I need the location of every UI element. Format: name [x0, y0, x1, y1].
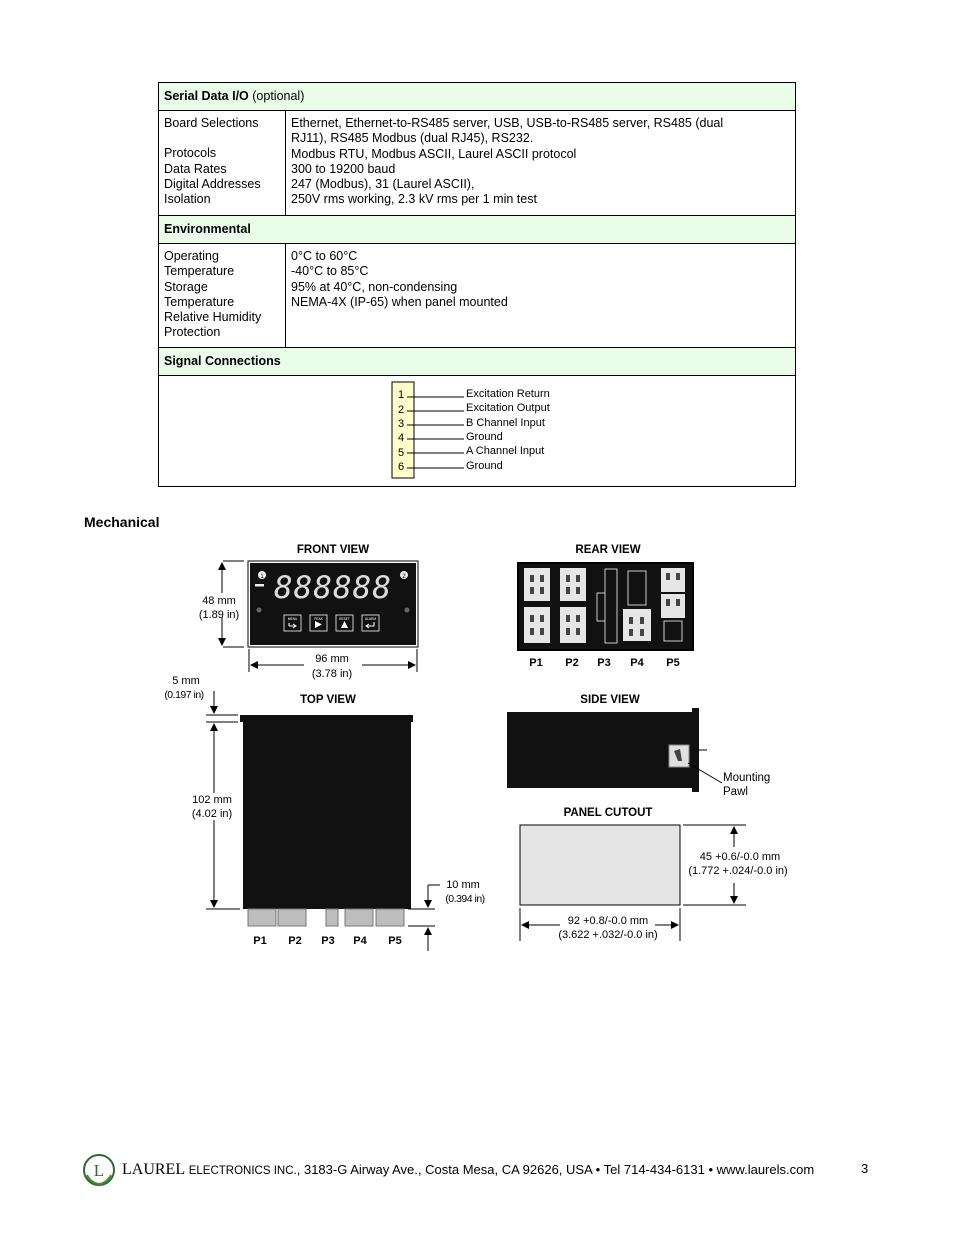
- cutout-width-in: (3.622 +.032/-0.0 in): [558, 929, 658, 941]
- top-bezel: [240, 715, 413, 722]
- environmental-title: Environmental: [164, 222, 251, 236]
- top-connector-p5: [376, 909, 404, 926]
- led-1-label: 1: [260, 574, 264, 580]
- top-connector-p1: [248, 909, 276, 926]
- page-number: 3: [861, 1161, 869, 1176]
- key-label: ALARM: [365, 617, 376, 621]
- label: [164, 131, 280, 146]
- footer-bullet: •: [708, 1162, 714, 1177]
- mechanical-drawings: [150, 535, 810, 955]
- rear-port-label: P4: [630, 657, 644, 669]
- pin-slot: [566, 575, 570, 582]
- pin-slot: [629, 617, 633, 624]
- footer-address-line: [122, 1161, 814, 1179]
- screw: [257, 608, 262, 613]
- label: Protocols: [164, 146, 217, 161]
- signal-header: [159, 348, 796, 376]
- connector-p2-bottom: [560, 607, 586, 643]
- value: 247 (Modbus), 31 (Laurel ASCII),: [291, 177, 475, 192]
- footer-website-link[interactable]: www.laurels.com: [716, 1162, 815, 1177]
- pin-slot: [666, 599, 670, 606]
- pawl-label-2: Pawl: [723, 786, 748, 798]
- bezel-in: (0.197 in): [164, 689, 204, 701]
- laurel-logo: [82, 1153, 116, 1187]
- cutout-area: [520, 825, 680, 905]
- connector-p2-top: [560, 568, 586, 601]
- value: Modbus RTU, Modbus ASCII, Laurel ASCII protocol: [291, 146, 577, 161]
- pin-number: 5: [398, 447, 405, 459]
- screw: [405, 608, 410, 613]
- value: -40°C to 85°C: [291, 264, 369, 279]
- top-port-label: P1: [253, 935, 267, 947]
- footer-brand: LAUREL: [122, 1161, 186, 1178]
- top-view: [164, 675, 484, 951]
- signal-connections-diagram: [391, 381, 566, 481]
- top-port-label: P4: [353, 935, 367, 947]
- pin-slot: [566, 628, 570, 635]
- pin-number: 6: [398, 461, 405, 473]
- value: 300 to 19200 baud: [291, 161, 396, 176]
- depth-in: (4.02 in): [191, 808, 233, 820]
- top-port-label: P3: [321, 935, 335, 947]
- value: 250V rms working, 2.3 kV rms per 1 min test: [291, 192, 537, 207]
- front-height-in: (1.89 in): [198, 609, 240, 621]
- front-height-mm: 48 mm: [202, 595, 236, 607]
- pin-slot: [676, 599, 680, 606]
- pin-slot: [576, 575, 580, 582]
- label: Operating: [164, 249, 219, 263]
- label: Relative Humidity: [164, 310, 262, 325]
- cutout-width-mm: 92 +0.8/-0.0 mm: [567, 915, 649, 927]
- pin-number: 3: [398, 418, 405, 430]
- pin-slot: [576, 587, 580, 594]
- pin-name: A Channel Input: [466, 445, 545, 457]
- led-display-digits: 888888: [274, 570, 392, 606]
- environmental-header: [159, 216, 796, 244]
- minus-sign: [255, 584, 264, 587]
- connector-p1-bottom: [524, 607, 550, 643]
- pin-slot: [566, 615, 570, 622]
- key-label: RESET: [339, 617, 350, 621]
- label: Storage: [164, 279, 208, 294]
- side-body: [507, 712, 692, 788]
- pin-slot: [666, 573, 670, 580]
- panel-cutout: [520, 807, 788, 941]
- pin-slot: [566, 587, 570, 594]
- label: Temperature: [164, 264, 235, 279]
- logo-letter: L: [93, 1161, 105, 1180]
- front-width-mm: 96 mm: [315, 653, 349, 665]
- top-port-label: P2: [288, 935, 302, 947]
- cutout-height-mm: 45 +0.6/-0.0 mm: [699, 851, 781, 863]
- label: Digital Addresses: [164, 176, 261, 191]
- cutout-title: PANEL CUTOUT: [563, 807, 653, 819]
- pin-slot: [576, 615, 580, 622]
- front-view-title: FRONT VIEW: [296, 544, 370, 556]
- value: 95% at 40°C, non-condensing: [291, 279, 458, 294]
- key-label: MENU: [287, 617, 298, 621]
- connector-p4-top: [628, 571, 646, 605]
- top-connector-p2: [278, 909, 306, 926]
- pin-slot: [576, 628, 580, 635]
- rear-port-label: P3: [597, 657, 611, 669]
- top-port-label: P5: [388, 935, 402, 947]
- depth-mm: 102 mm: [192, 794, 232, 806]
- led-2-label: 2: [402, 574, 406, 580]
- pin-name: Ground: [466, 460, 503, 472]
- pin-name: B Channel Input: [466, 417, 545, 429]
- signal-title: Signal Connections: [164, 354, 281, 368]
- cutout-height-in: (1.772 +.024/-0.0 in): [688, 865, 788, 877]
- pin-slot: [530, 628, 534, 635]
- top-body: [243, 722, 411, 909]
- side-bezel: [692, 708, 699, 792]
- footer-tel: Tel 714-434-6131: [603, 1162, 705, 1177]
- environmental-values: [286, 244, 796, 348]
- pin-number: 1: [398, 389, 405, 401]
- pin-slot: [640, 629, 644, 636]
- environmental-labels: [159, 244, 286, 348]
- mechanical-title: Mechanical: [84, 514, 160, 530]
- value: Ethernet, Ethernet-to-RS485 server, USB, USB-to-RS485 server, RS485 (dual: [291, 116, 724, 130]
- serial-values: [286, 111, 796, 216]
- connector-p3-slot: [605, 569, 617, 643]
- rear-view: [518, 544, 693, 669]
- label: Temperature: [164, 294, 235, 309]
- connector-p4-bottom: [623, 609, 651, 641]
- top-connector-p4: [345, 909, 373, 926]
- pin-slot: [540, 587, 544, 594]
- rear-port-label: P5: [666, 657, 680, 669]
- label: Board Selections: [164, 116, 259, 130]
- pin-slot: [676, 573, 680, 580]
- footer-electronics: ELECTRONICS INC.: [188, 1165, 297, 1177]
- serial-title-note: (optional): [252, 89, 305, 103]
- pin-slot: [530, 587, 534, 594]
- pin-slot: [540, 628, 544, 635]
- footer: [82, 1153, 872, 1187]
- connector-p5-b: [661, 594, 685, 618]
- pin-name: Ground: [466, 431, 503, 443]
- value: 0°C to 60°C: [291, 249, 358, 263]
- pin-slot: [540, 575, 544, 582]
- serial-header: [159, 83, 796, 111]
- conn-in: (0.394 in): [445, 893, 485, 905]
- connector-p5-a: [661, 568, 685, 592]
- front-width-in: (3.78 in): [311, 668, 353, 680]
- label: Data Rates: [164, 161, 227, 176]
- pin-name: Excitation Output: [466, 402, 550, 414]
- pin-name: Excitation Return: [466, 388, 550, 400]
- side-view: [507, 694, 770, 798]
- connector-p5-c: [664, 621, 682, 641]
- conn-mm: 10 mm: [446, 879, 480, 891]
- connector-p1-top: [524, 568, 550, 601]
- serial-title: Serial Data I/O: [164, 89, 249, 103]
- pin-slot: [530, 575, 534, 582]
- pin-slot: [530, 615, 534, 622]
- pawl-label-1: Mounting: [723, 772, 771, 784]
- pin-slot: [540, 615, 544, 622]
- pin-slot: [640, 617, 644, 624]
- rear-view-title: REAR VIEW: [575, 544, 641, 556]
- footer-bullet: •: [595, 1162, 601, 1177]
- front-view: [199, 544, 418, 680]
- label: Isolation: [164, 192, 211, 207]
- key-label: PEAK: [314, 617, 323, 621]
- pin-slot: [629, 629, 633, 636]
- top-view-title: TOP VIEW: [300, 694, 356, 706]
- pin-number: 4: [398, 432, 405, 444]
- rear-port-label: P2: [565, 657, 579, 669]
- pin-number: 2: [398, 404, 405, 416]
- side-view-title: SIDE VIEW: [580, 694, 640, 706]
- value: NEMA-4X (IP-65) when panel mounted: [291, 294, 508, 309]
- rear-port-label: P1: [529, 657, 543, 669]
- bezel-mm: 5 mm: [172, 675, 200, 687]
- connector-p3-tab: [597, 593, 605, 621]
- serial-labels: [159, 111, 286, 216]
- value: RJ11), RS485 Modbus (dual RJ45), RS232.: [291, 131, 534, 146]
- footer-address: , 3183-G Airway Ave., Costa Mesa, CA 92626, USA: [296, 1162, 593, 1177]
- top-connector-p3: [326, 909, 338, 926]
- label: Protection: [164, 325, 221, 340]
